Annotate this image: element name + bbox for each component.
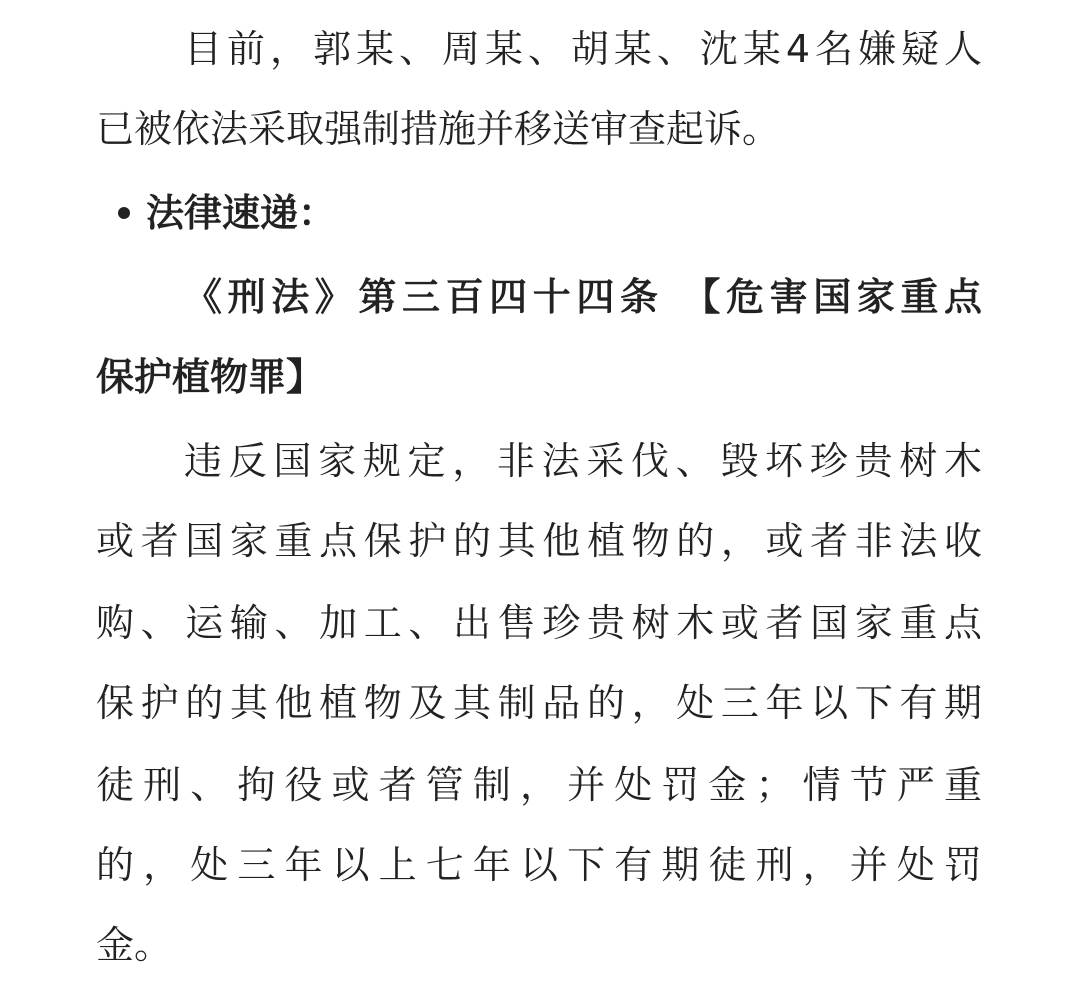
- status-paragraph-line-1: 目前，郭某、周某、胡某、沈某4名嫌疑人: [184, 27, 982, 71]
- law-title-line-2: 保护植物罪】: [96, 355, 325, 399]
- bullet-icon: [118, 207, 130, 219]
- law-text-line-3: 购、运输、加工、出售珍贵树木或者国家重点: [96, 601, 982, 645]
- law-text-line-2: 或者国家重点保护的其他植物的，或者非法收: [96, 519, 982, 563]
- law-text-line-5: 徒刑、拘役或者管制，并处罚金；情节严重: [96, 763, 982, 807]
- law-text-line-1: 违反国家规定，非法采伐、毁坏珍贵树木: [184, 439, 982, 483]
- section-heading-text: 法律速递：: [146, 191, 337, 235]
- section-heading: [118, 172, 336, 254]
- status-paragraph-line-2: 已被依法采取强制措施并移送审查起诉。: [96, 107, 781, 151]
- law-text-line-4: 保护的其他植物及其制品的，处三年以下有期: [96, 681, 982, 725]
- law-title-line-1: 《刑法》第三百四十四条 【危害国家重点: [184, 275, 982, 319]
- law-text-line-7: 金。: [96, 923, 173, 967]
- law-text-line-6: 的，处三年以上七年以下有期徒刑，并处罚: [96, 843, 982, 887]
